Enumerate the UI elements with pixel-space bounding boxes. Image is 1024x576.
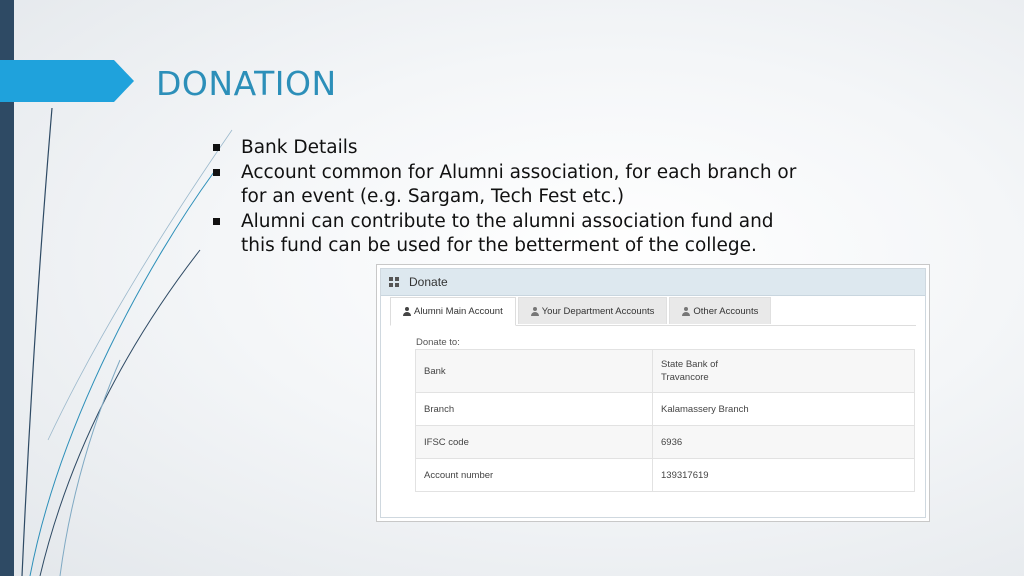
bullet-item: [210, 210, 810, 259]
account-tabs: [390, 297, 916, 326]
table-icon: [389, 277, 399, 287]
tab-your-department-accounts[interactable]: [518, 297, 668, 324]
panel-title: Donate: [409, 275, 448, 289]
bullet-text: Alumni can contribute to the alumni association fund and this fund can be used for the betterment of the college.: [241, 210, 774, 256]
title-arrow-shape: [0, 60, 134, 102]
square-bullet-icon: [213, 218, 220, 225]
row-key: Branch: [416, 393, 653, 426]
tab-label: Your Department Accounts: [541, 305, 655, 317]
row-key: IFSC code: [416, 426, 653, 459]
bullet-item: [210, 161, 810, 210]
bank-details-table: [415, 349, 915, 492]
row-value: 6936: [653, 426, 915, 459]
tab-alumni-main-account[interactable]: [390, 297, 516, 326]
tab-label: Other Accounts: [693, 305, 759, 317]
row-key: Account number: [416, 459, 653, 492]
bullet-text: Account common for Alumni association, for each branch or for an event (e.g. Sargam, Tech Fest etc.): [241, 161, 797, 207]
row-value: [653, 350, 915, 393]
bank-name-line2: Travancore: [661, 372, 709, 383]
square-bullet-icon: [213, 169, 220, 176]
user-icon: [403, 307, 411, 316]
user-icon: [531, 307, 539, 316]
tab-other-accounts[interactable]: [669, 297, 771, 324]
row-key: Bank: [416, 350, 653, 393]
donate-panel: [380, 268, 926, 518]
bank-name-line1: State Bank of: [661, 359, 719, 370]
square-bullet-icon: [213, 144, 220, 151]
bullet-text: Bank Details: [241, 137, 358, 158]
user-icon: [682, 307, 690, 316]
table-row: [416, 350, 915, 393]
donate-to-label: Donate to:: [416, 337, 460, 348]
donate-panel-screenshot: [376, 264, 930, 522]
row-value: 139317619: [653, 459, 915, 492]
table-row: [416, 459, 915, 492]
row-value: Kalamassery Branch: [653, 393, 915, 426]
slide-title: DONATION: [156, 64, 337, 103]
bullet-item: [210, 136, 810, 161]
table-row: [416, 426, 915, 459]
bullet-list: [210, 136, 810, 259]
panel-header: [381, 269, 925, 296]
table-row: [416, 393, 915, 426]
tab-label: Alumni Main Account: [414, 306, 503, 317]
